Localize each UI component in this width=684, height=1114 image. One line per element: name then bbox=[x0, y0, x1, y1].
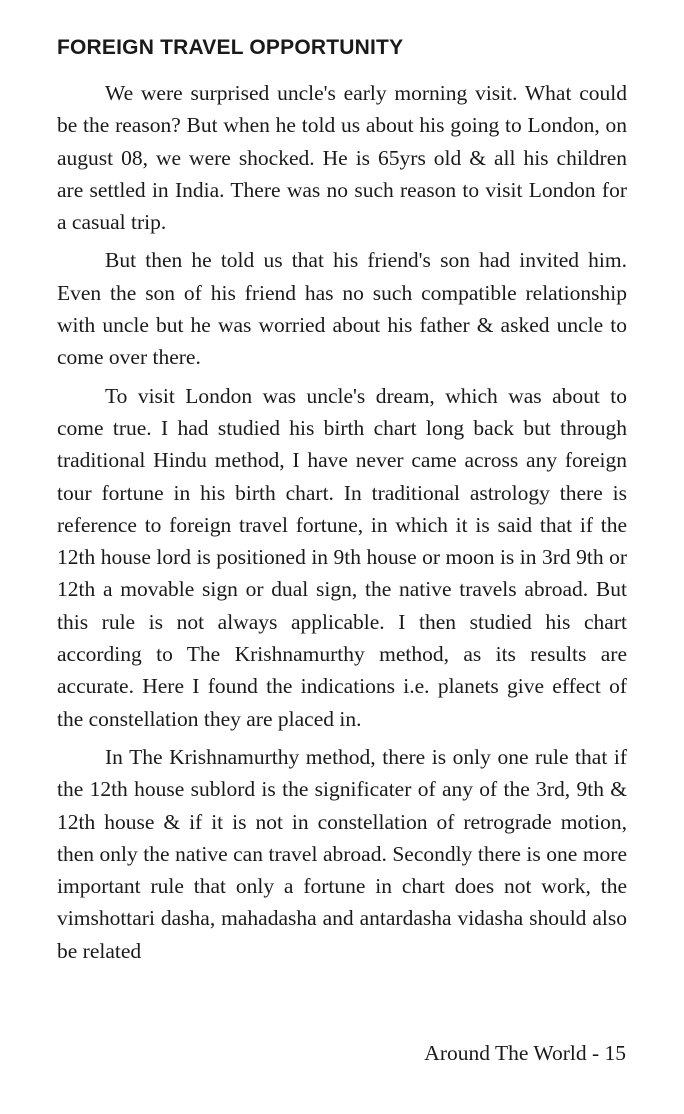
paragraph-1: We were surprised uncle's early morning visit. What could be the reason? But when he told us about his going to London, on august 08, we were shocked. He is 65yrs old & all his children are settled in India. There was no such reason to visit London for a casual trip. bbox=[57, 81, 627, 235]
paragraph-2: But then he told us that his friend's son had invited him. Even the son of his friend has no such compatible relationship with uncle but he was worried about his father & asked uncle to come over there. bbox=[57, 248, 627, 370]
page-footer: Around The World - 15 bbox=[424, 1041, 626, 1065]
body-text bbox=[57, 77, 627, 973]
section-heading: FOREIGN TRAVEL OPPORTUNITY bbox=[57, 36, 404, 59]
paragraph-3: To visit London was uncle's dream, which was about to come true. I had studied his birth chart long back but through traditional Hindu method, I have never came across any foreign tour fortune in his birth chart. In traditional astrology there is reference to foreign travel fortune, in which it is said that if the 12th house lord is positioned in 9th house or moon is in 3rd 9th or 12th a movable sign or dual sign, the native travels abroad. But this rule is not always applicable. I then studied his chart according to The Krishnamurthy method, as its results are accurate. Here I found the indications i.e. planets give effect of the constellation they are placed in. bbox=[57, 383, 627, 731]
paragraph-4: In The Krishnamurthy method, there is only one rule that if the 12th house sublord is the significater of any of the 3rd, 9th & 12th house & if it is not in constellation of retrograde motion, then only the native can travel abroad. Secondly there is one more important rule that only a fortune in chart does not work, the vimshottari dasha, mahadasha and antardasha vidasha should also be related bbox=[57, 744, 627, 963]
